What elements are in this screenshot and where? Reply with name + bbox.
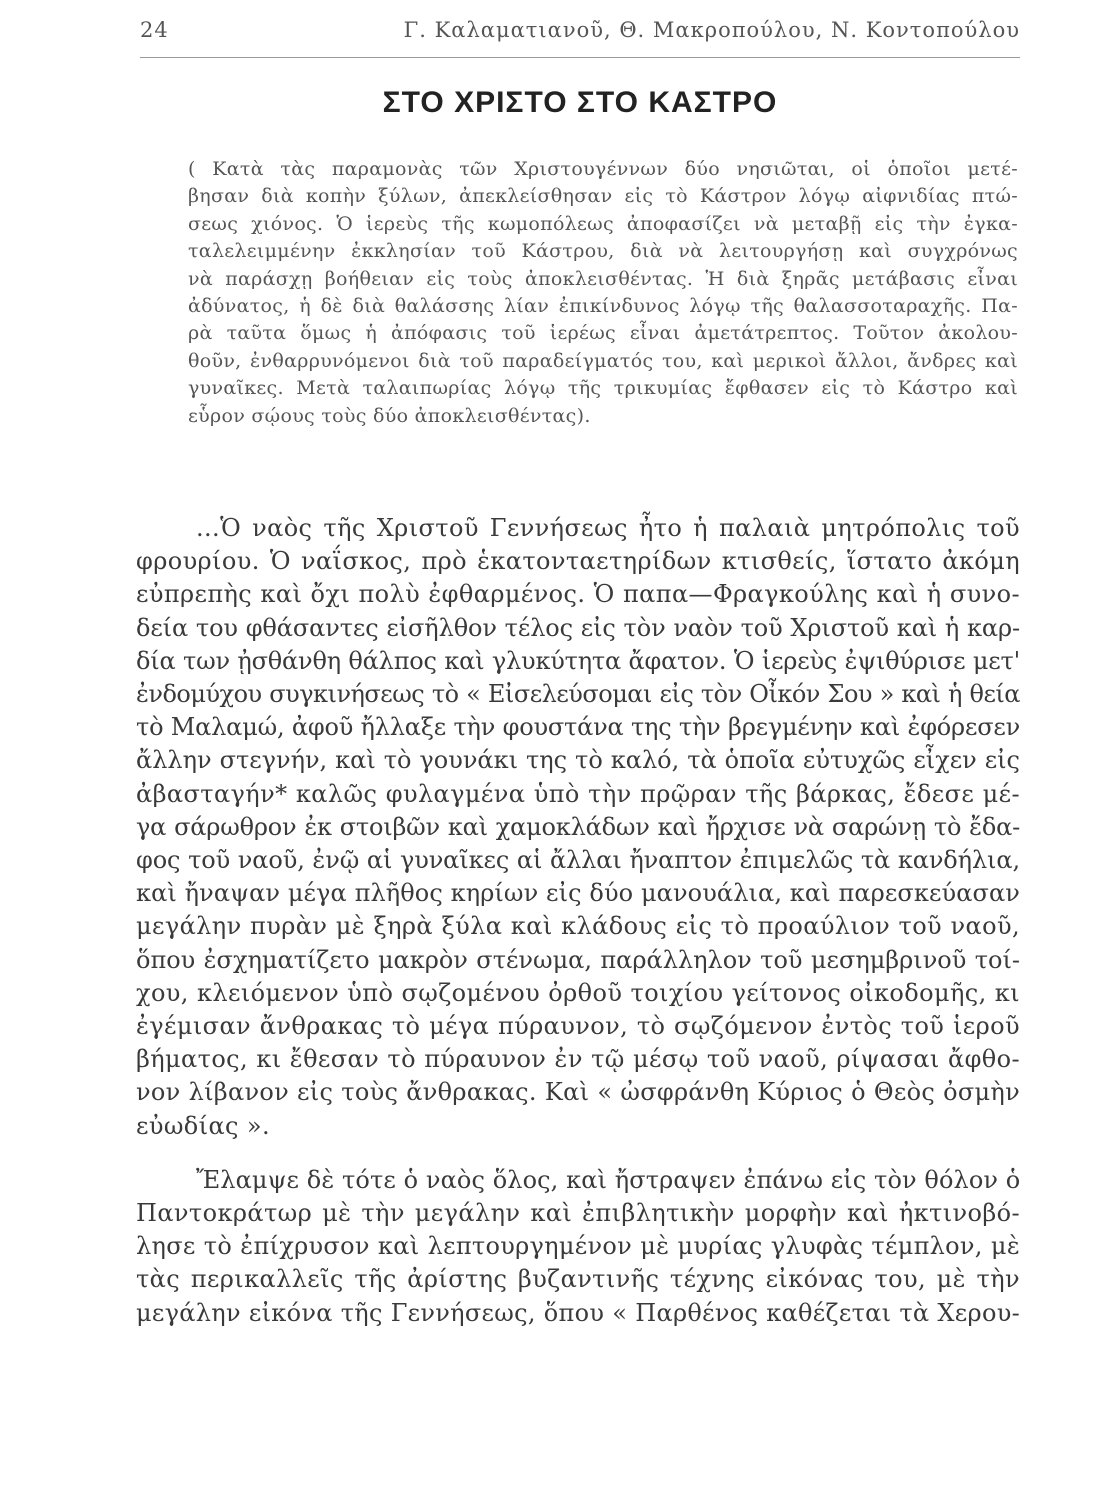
body-line: βήματος, κι ἔθεσαν τὸ πύραυνον ἐν τῷ μέσῳ τοῦ ναοῦ, ρίψασαι ἄφθο- (136, 1045, 1020, 1074)
intro-line: εὗρον σῴους τοὺς δύο ἀποκλεισθέντας). (188, 404, 591, 427)
body-line: Ἔλαμψε δὲ τότε ὁ ναὸς ὅλος, καὶ ἤστραψεν ἐπάνω εἰς τὸν θόλον ὁ (196, 1165, 1021, 1194)
body-line: ἀβασταγήν* καλῶς φυλαγμένα ὑπὸ τὴν πρῷραν τῆς βάρκας, ἔδεσε μέ- (136, 779, 1020, 808)
intro-line: ( Κατὰ τὰς παραμονὰς τῶν Χριστουγέννων δύο νησιῶται, οἱ ὁποῖοι μετέ- (188, 158, 1018, 180)
body-line: εὐωδίας ». (136, 1111, 271, 1140)
intro-summary (188, 156, 1018, 430)
intro-line: θοῦν, ἐνθαρρυνόμενοι διὰ τοῦ παραδείγματός του, καὶ μερικοὶ ἄλλοι, ἄνδρες καὶ (188, 349, 1018, 372)
intro-line: ἀδύνατος, ἡ δὲ διὰ θαλάσσης λίαν ἐπικίνδυνος λόγῳ τῆς θαλασσοταραχῆς. Πα- (188, 295, 1018, 318)
body-line: εὐπρεπὴς καὶ ὄχι πολὺ ἐφθαρμένος. Ὁ παπα—Φραγκούλης καὶ ἡ συνο- (136, 580, 1020, 609)
body-line: τὰς περικαλλεῖς τῆς ἀρίστης βυζαντινῆς τέχνης εἰκόνας του, μὲ τὴν (136, 1265, 1020, 1294)
body-line: ...Ὁ ναὸς τῆς Χριστοῦ Γεννήσεως ἦτο ἡ παλαιὰ μητρόπολις τοῦ (196, 514, 1020, 542)
body-line: δία των ᾐσθάνθη θάλπος καὶ γλυκύτητα ἄφατον. Ὁ ἱερεὺς ἐψιθύρισε μετ' (136, 646, 1020, 675)
body-line: φος τοῦ ναοῦ, ἐνῷ αἱ γυναῖκες αἱ ἄλλαι ἤναπτον ἐπιμελῶς τὰ κανδήλια, (136, 846, 1020, 875)
header-rule (140, 57, 1020, 58)
page-number: 24 (140, 18, 169, 42)
body-line: δεία του φθάσαντες εἰσῆλθον τέλος εἰς τὸν ναὸν τοῦ Χριστοῦ καὶ ἡ καρ- (136, 613, 1020, 642)
body-line: μεγάλην εἰκόνα τῆς Γεννήσεως, ὅπου « Παρθένος καθέζεται τὰ Χερου- (136, 1298, 1020, 1327)
paragraph-2 (136, 1164, 1020, 1330)
intro-line: ρὰ ταῦτα ὅμως ἡ ἀπόφασις τοῦ ἱερέως εἶναι ἀμετάτρεπτος. Τοῦτον ἀκολου- (188, 322, 1018, 345)
body-line: νον λίβανον εἰς τοὺς ἄνθρακας. Καὶ « ὠσφράνθη Κύριος ὁ Θεὸς ὀσμὴν (136, 1078, 1020, 1107)
body-line: τὸ Μαλαμώ, ἀφοῦ ἤλλαξε τὴν φουστάνα της τὴν βρεγμένην καὶ ἐφόρεσεν (136, 713, 1020, 742)
paragraph-1 (136, 512, 1020, 1143)
intro-line: γυναῖκες. Μετὰ ταλαιπωρίας λόγῳ τῆς τρικυμίας ἔφθασεν εἰς τὸ Κάστρο καὶ (188, 377, 1018, 400)
intro-line: βησαν διὰ κοπὴν ξύλων, ἀπεκλείσθησαν εἰς τὸ Κάστρον λόγῳ αἰφνιδίας πτώ- (188, 185, 1018, 208)
body-line: Παντοκράτωρ μὲ τὴν μεγάλην καὶ ἐπιβλητικὴν μορφὴν καὶ ἠκτινοβό- (136, 1199, 1020, 1228)
body-line: ὅπου ἐσχηματίζετο μακρὸν στένωμα, παράλληλον τοῦ μεσημβρινοῦ τοί- (136, 945, 1020, 974)
body-line: καὶ ἤναψαν μέγα πλῆθος κηρίων εἰς δύο μανουάλια, καὶ παρεσκεύασαν (136, 879, 1020, 908)
intro-line: ταλελειμμένην ἐκκλησίαν τοῦ Κάστρου, διὰ νὰ λειτουργήσῃ καὶ συγχρόνως (188, 240, 1018, 263)
body-line: χου, κλειόμενον ὑπὸ σῳζομένου ὀρθοῦ τοιχίου γείτονος οἰκοδομῆς, κι (136, 978, 1020, 1007)
chapter-title: ΣΤΟ ΧΡΙΣΤΟ ΣΤΟ ΚΑΣΤΡΟ (382, 86, 778, 119)
body-line: ἐγέμισαν ἄνθρακας τὸ μέγα πύραυνον, τὸ σῳζόμενον ἐντὸς τοῦ ἱεροῦ (136, 1012, 1020, 1041)
page-header (140, 18, 1020, 52)
body-text (136, 512, 1020, 1330)
body-line: μεγάλην πυρὰν μὲ ξηρὰ ξύλα καὶ κλάδους εἰς τὸ προαύλιον τοῦ ναοῦ, (136, 912, 1020, 941)
body-line: ἄλλην στεγνήν, καὶ τὸ γουνάκι της τὸ καλό, τὰ ὁποῖα εὐτυχῶς εἶχεν εἰς (136, 746, 1020, 775)
intro-line: νὰ παράσχῃ βοήθειαν εἰς τοὺς ἀποκλεισθέντας. Ἡ διὰ ξηρᾶς μετάβασις εἶναι (188, 267, 1018, 290)
body-line: ἐνδομύχου συγκινήσεως τὸ « Εἰσελεύσομαι εἰς τὸν Οἶκόν Σου » καὶ ἡ θεία (136, 680, 1020, 709)
body-line: φρουρίου. Ὁ ναΐσκος, πρὸ ἑκατονταετηρίδων κτισθείς, ἵστατο ἀκόμη (136, 547, 1020, 576)
body-line: γα σάρωθρον ἐκ στοιβῶν καὶ χαμοκλάδων καὶ ἤρχισε νὰ σαρώνῃ τὸ ἔδα- (136, 812, 1020, 841)
running-head: Γ. Καλαματιανοῦ, Θ. Μακροπούλου, Ν. Κοντοπούλου (403, 18, 1020, 42)
intro-line: σεως χιόνος. Ὁ ἱερεὺς τῆς κωμοπόλεως ἀποφασίζει νὰ μεταβῇ εἰς τὴν ἐγκα- (188, 212, 1018, 235)
body-line: λησε τὸ ἐπίχρυσον καὶ λεπτουργημένον μὲ μυρίας γλυφὰς τέμπλον, μὲ (136, 1232, 1020, 1261)
